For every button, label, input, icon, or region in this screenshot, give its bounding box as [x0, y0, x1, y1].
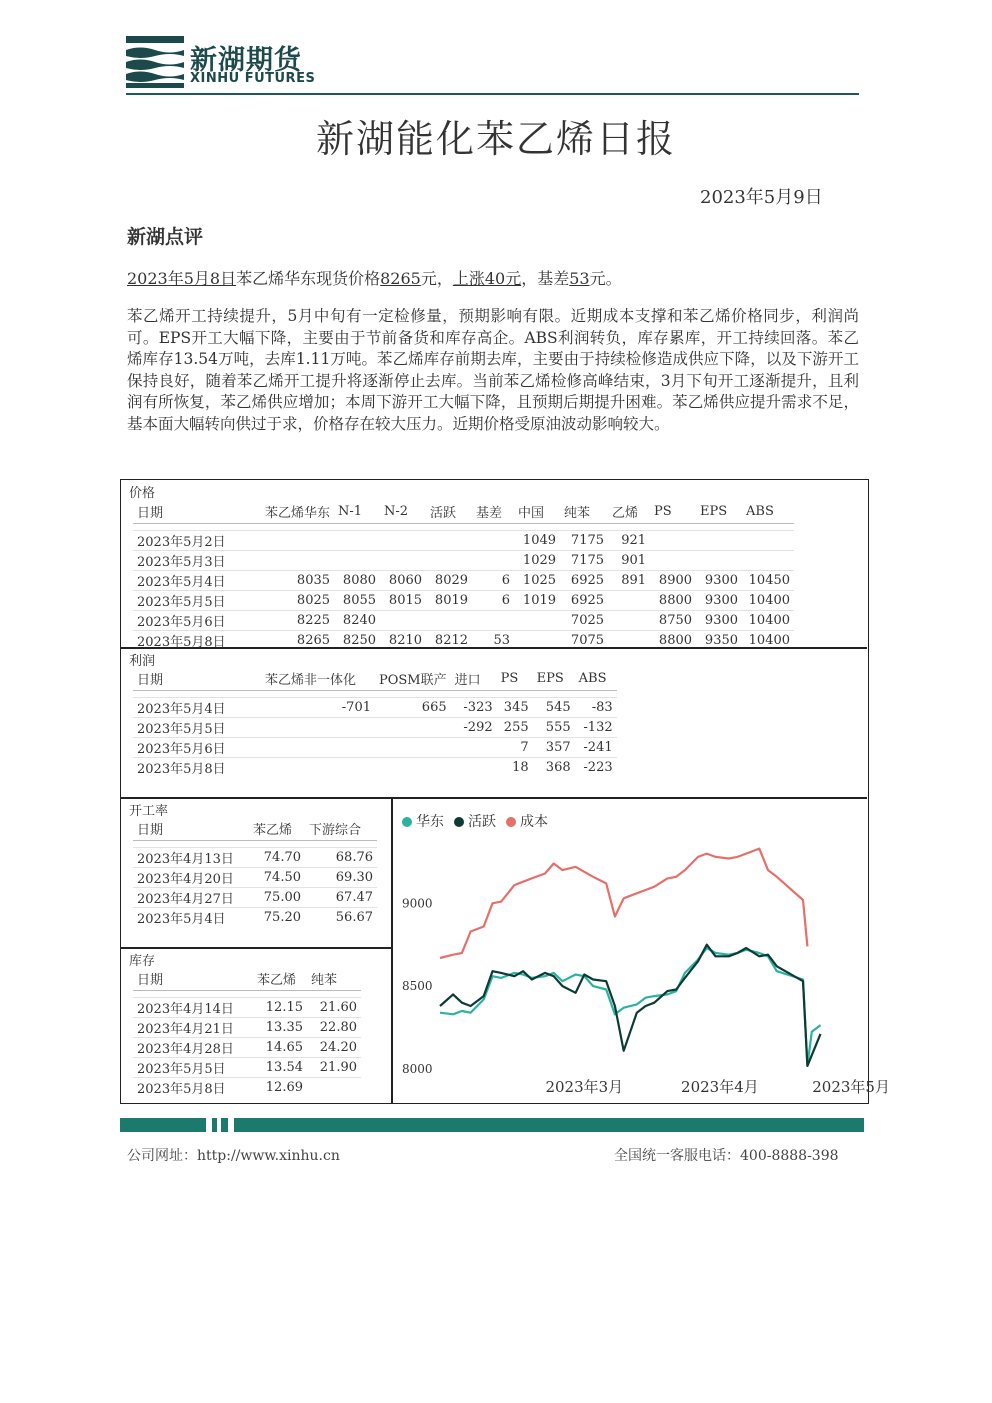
- table-row: [133, 758, 617, 778]
- table-cell: [307, 1078, 361, 1098]
- table-row: [133, 998, 361, 1018]
- table-cell: [375, 738, 451, 758]
- column-header: 乙烯: [608, 499, 650, 524]
- column-header: 日期: [133, 666, 261, 691]
- table-cell: 10450: [742, 571, 794, 591]
- table-cell: 69.30: [305, 868, 377, 888]
- footer-website: [127, 1145, 340, 1165]
- table-cell: 1029: [514, 551, 560, 571]
- table-cell: 665: [375, 698, 451, 718]
- table-cell: 8060: [380, 571, 426, 591]
- table-cell: 67.47: [305, 888, 377, 908]
- table-cell: 7175: [560, 531, 608, 551]
- table-cell: 10400: [742, 611, 794, 631]
- table-cell: [451, 758, 497, 778]
- table-cell: [608, 591, 650, 611]
- table-cell: [742, 551, 794, 571]
- table-row: [133, 868, 377, 888]
- table-cell: 255: [497, 718, 533, 738]
- table-row: [133, 591, 794, 611]
- table-cell: [380, 611, 426, 631]
- profit-section-label: 利润: [129, 654, 156, 669]
- table-cell: [380, 531, 426, 551]
- price-line-chart: [392, 797, 890, 1103]
- column-header: EPS: [696, 499, 742, 524]
- column-header: 日期: [133, 499, 261, 524]
- table-cell: 8800: [650, 591, 696, 611]
- table-cell: 75.20: [249, 908, 305, 928]
- table-cell: 921: [608, 531, 650, 551]
- footer-hotline: [614, 1145, 839, 1165]
- table-row: [133, 738, 617, 758]
- table-cell: -241: [575, 738, 617, 758]
- column-header: 苯乙烯华东: [261, 499, 334, 524]
- column-header: ABS: [575, 666, 617, 691]
- table-cell: [514, 611, 560, 631]
- table-cell: 7175: [560, 551, 608, 571]
- table-cell: [426, 611, 472, 631]
- table-cell: 21.90: [307, 1058, 361, 1078]
- summary-text: 元，: [420, 269, 453, 288]
- table-cell: 12.15: [253, 998, 307, 1018]
- table-cell: 6925: [560, 591, 608, 611]
- table-cell: -223: [575, 758, 617, 778]
- table-row: [133, 1058, 361, 1078]
- row-date: 2023年5月8日: [133, 1078, 253, 1098]
- row-date: 2023年4月28日: [133, 1038, 253, 1058]
- summary-rise: 上涨40元: [452, 269, 522, 288]
- y-tick-label: 8500: [402, 979, 433, 994]
- table-cell: 1019: [514, 591, 560, 611]
- table-cell: [334, 531, 380, 551]
- table-cell: 8240: [334, 611, 380, 631]
- table-cell: [426, 551, 472, 571]
- table-cell: 9300: [696, 591, 742, 611]
- table-cell: 8029: [426, 571, 472, 591]
- row-date: 2023年5月5日: [133, 1058, 253, 1078]
- column-header: POSM联产: [375, 666, 451, 691]
- summary-text: 元。: [589, 269, 622, 288]
- table-cell: [696, 551, 742, 571]
- row-date: 2023年5月4日: [133, 571, 261, 591]
- table-cell: -701: [261, 698, 375, 718]
- table-cell: [261, 758, 375, 778]
- operating-rate-table: [133, 816, 377, 927]
- table-cell: [334, 551, 380, 571]
- table-cell: 56.67: [305, 908, 377, 928]
- table-row: [133, 698, 617, 718]
- column-header: EPS: [533, 666, 575, 691]
- table-cell: 13.54: [253, 1058, 307, 1078]
- table-cell: [261, 531, 334, 551]
- table-cell: 74.50: [249, 868, 305, 888]
- table-cell: 68.76: [305, 848, 377, 868]
- summary-basis: 53: [569, 269, 590, 288]
- table-row: [133, 1018, 361, 1038]
- hotline-number: 400-8888-398: [740, 1148, 839, 1164]
- commentary-paragraph: 苯乙烯开工持续提升，5月中旬有一定检修量，预期影响有限。近期成本支撑和苯乙烯价格同步，利润尚可。EPS开工大幅下降，主要由于节前备货和库存高企。ABS利润转负，库存累库，开工持续回落。苯乙烯库存13.54万吨，去库1.11万吨。苯乙烯库存前期去库，主要由于持续检修造成供应下降，以及下游开工保持良好，随着苯乙烯开工提升将逐渐停止去库。当前苯乙烯检修高峰结束，3月下旬开工逐渐提升，且利润有所恢复，苯乙烯供应增加；本周下游开工大幅下降，且预期后期提升困难。苯乙烯供应提升需求不足，基本面大幅转向供过于求，价格存在较大压力。近期价格受原油波动影响较大。: [127, 307, 859, 433]
- rate-section-label: 开工率: [129, 804, 169, 819]
- price-section-label: 价格: [129, 486, 156, 501]
- table-cell: 357: [533, 738, 575, 758]
- summary-price: 8265: [380, 269, 421, 288]
- table-cell: 53: [472, 631, 514, 651]
- table-cell: 8055: [334, 591, 380, 611]
- table-cell: 368: [533, 758, 575, 778]
- table-cell: [261, 738, 375, 758]
- table-cell: [426, 531, 472, 551]
- x-tick-label: 2023年3月: [545, 1078, 624, 1096]
- table-cell: 13.35: [253, 1018, 307, 1038]
- brand-name-cn: 新湖期货: [190, 45, 302, 76]
- column-header: 活跃: [426, 499, 472, 524]
- table-cell: -323: [451, 698, 497, 718]
- table-cell: 21.60: [307, 998, 361, 1018]
- row-date: 2023年5月8日: [133, 631, 261, 651]
- table-cell: 1049: [514, 531, 560, 551]
- table-cell: [380, 551, 426, 571]
- row-date: 2023年5月5日: [133, 591, 261, 611]
- table-cell: 14.65: [253, 1038, 307, 1058]
- column-header: 苯乙烯: [249, 816, 305, 841]
- website-link[interactable]: http://www.xinhu.cn: [197, 1148, 340, 1164]
- company-logo: [126, 36, 326, 92]
- legend-marker: [506, 817, 516, 827]
- table-cell: -83: [575, 698, 617, 718]
- footer-bar: [120, 1118, 864, 1132]
- table-row: [133, 718, 617, 738]
- column-header: 纯苯: [307, 966, 361, 991]
- row-date: 2023年4月13日: [133, 848, 249, 868]
- table-cell: 8250: [334, 631, 380, 651]
- section-divider: [121, 947, 392, 949]
- column-header: ABS: [742, 499, 794, 524]
- row-date: 2023年5月6日: [133, 611, 261, 631]
- column-header: 进口: [451, 666, 497, 691]
- table-cell: [375, 718, 451, 738]
- table-cell: [608, 611, 650, 631]
- table-cell: [696, 531, 742, 551]
- legend-label: 活跃: [468, 814, 496, 830]
- price-table: [133, 499, 794, 650]
- table-cell: 6925: [560, 571, 608, 591]
- summary-date: 2023年5月8日: [127, 269, 237, 288]
- table-cell: [650, 531, 696, 551]
- column-header: 苯乙烯非一体化: [261, 666, 375, 691]
- series-line-成本: [440, 849, 807, 958]
- table-cell: [451, 738, 497, 758]
- table-row: [133, 1038, 361, 1058]
- table-cell: 8015: [380, 591, 426, 611]
- table-cell: 8750: [650, 611, 696, 631]
- table-cell: [261, 718, 375, 738]
- table-cell: 891: [608, 571, 650, 591]
- table-cell: 9300: [696, 571, 742, 591]
- table-cell: 6: [472, 591, 514, 611]
- table-cell: [375, 758, 451, 778]
- website-label: 公司网址：: [127, 1148, 197, 1164]
- stock-section-label: 库存: [129, 954, 156, 969]
- table-cell: 7025: [560, 611, 608, 631]
- profit-table: [133, 666, 617, 777]
- table-cell: 8800: [650, 631, 696, 651]
- row-date: 2023年5月6日: [133, 738, 261, 758]
- table-row: [133, 888, 377, 908]
- column-header: 下游综合: [305, 816, 377, 841]
- row-date: 2023年4月14日: [133, 998, 253, 1018]
- table-cell: [608, 631, 650, 651]
- column-header: 日期: [133, 966, 253, 991]
- summary-line: [127, 266, 622, 289]
- inventory-table: [133, 966, 361, 1097]
- column-header: 中国: [514, 499, 560, 524]
- table-cell: [261, 551, 334, 571]
- table-cell: 24.20: [307, 1038, 361, 1058]
- table-row: [133, 848, 377, 868]
- table-cell: 8019: [426, 591, 472, 611]
- y-tick-label: 9000: [402, 896, 433, 911]
- row-date: 2023年4月20日: [133, 868, 249, 888]
- table-cell: [514, 631, 560, 651]
- legend-marker: [454, 817, 464, 827]
- report-title: 新湖能化苯乙烯日报: [315, 117, 676, 161]
- table-cell: 9300: [696, 611, 742, 631]
- row-date: 2023年5月2日: [133, 531, 261, 551]
- legend-marker: [402, 817, 412, 827]
- table-row: [133, 1078, 361, 1098]
- table-cell: [472, 611, 514, 631]
- header-divider: [126, 93, 859, 95]
- section-heading: 新湖点评: [127, 226, 204, 248]
- table-cell: 18: [497, 758, 533, 778]
- table-cell: 10400: [742, 631, 794, 651]
- table-cell: 8900: [650, 571, 696, 591]
- table-row: [133, 908, 377, 928]
- table-row: [133, 571, 794, 591]
- row-date: 2023年4月21日: [133, 1018, 253, 1038]
- table-cell: 75.00: [249, 888, 305, 908]
- table-cell: 12.69: [253, 1078, 307, 1098]
- table-cell: [472, 551, 514, 571]
- x-tick-label: 2023年4月: [681, 1078, 759, 1096]
- table-cell: 74.70: [249, 848, 305, 868]
- table-cell: 8210: [380, 631, 426, 651]
- legend-label: 成本: [520, 814, 548, 830]
- table-cell: 7075: [560, 631, 608, 651]
- waves-logo-icon: [126, 36, 184, 88]
- table-cell: 9350: [696, 631, 742, 651]
- table-cell: 345: [497, 698, 533, 718]
- row-date: 2023年4月27日: [133, 888, 249, 908]
- table-row: [133, 531, 794, 551]
- summary-text: ，基差: [521, 269, 570, 288]
- table-cell: 8025: [261, 591, 334, 611]
- column-header: N-2: [380, 499, 426, 524]
- table-cell: [742, 531, 794, 551]
- series-line-华东: [440, 948, 821, 1066]
- row-date: 2023年5月8日: [133, 758, 261, 778]
- table-row: [133, 631, 794, 651]
- table-cell: 7: [497, 738, 533, 758]
- table-cell: -132: [575, 718, 617, 738]
- table-cell: 8265: [261, 631, 334, 651]
- x-tick-label: 2023年5月: [812, 1078, 890, 1096]
- row-date: 2023年5月3日: [133, 551, 261, 571]
- table-cell: 8035: [261, 571, 334, 591]
- table-cell: 545: [533, 698, 575, 718]
- table-cell: [650, 551, 696, 571]
- summary-text: 苯乙烯华东现货价格: [236, 269, 381, 288]
- y-tick-label: 8000: [402, 1062, 433, 1076]
- table-cell: 22.80: [307, 1018, 361, 1038]
- legend-label: 华东: [416, 814, 444, 830]
- table-cell: 8225: [261, 611, 334, 631]
- hotline-label: 全国统一客服电话：: [614, 1148, 740, 1164]
- column-header: 苯乙烯: [253, 966, 307, 991]
- column-header: N-1: [334, 499, 380, 524]
- column-header: 基差: [472, 499, 514, 524]
- column-header: 日期: [133, 816, 249, 841]
- table-cell: -292: [451, 718, 497, 738]
- column-header: 纯苯: [560, 499, 608, 524]
- row-date: 2023年5月4日: [133, 698, 261, 718]
- report-date: 2023年5月9日: [700, 187, 823, 208]
- column-header: PS: [497, 666, 533, 691]
- table-cell: 555: [533, 718, 575, 738]
- table-row: [133, 551, 794, 571]
- table-cell: 6: [472, 571, 514, 591]
- table-cell: 8212: [426, 631, 472, 651]
- row-date: 2023年5月5日: [133, 718, 261, 738]
- table-cell: 1025: [514, 571, 560, 591]
- table-cell: 10400: [742, 591, 794, 611]
- column-header: PS: [650, 499, 696, 524]
- table-cell: 8080: [334, 571, 380, 591]
- table-row: [133, 611, 794, 631]
- brand-name-en: XINHU FUTURES: [190, 71, 316, 86]
- table-cell: [472, 531, 514, 551]
- table-cell: 901: [608, 551, 650, 571]
- row-date: 2023年5月4日: [133, 908, 249, 928]
